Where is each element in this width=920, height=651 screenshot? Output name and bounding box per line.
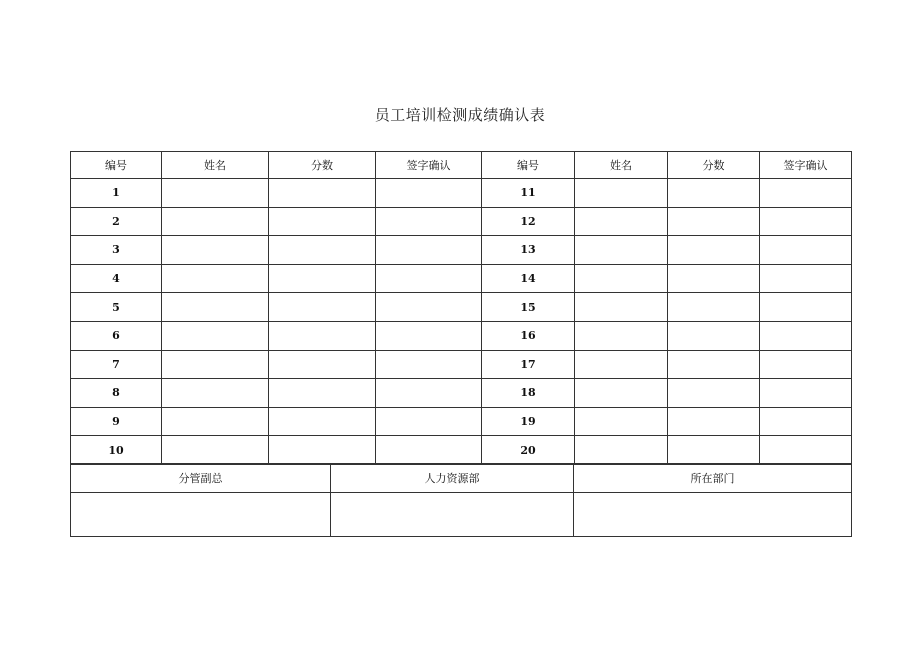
row-number-cell: 19 (482, 407, 575, 436)
signoff-hr-cell[interactable] (331, 493, 574, 537)
signoff-table (70, 463, 852, 537)
signoff-vice-president-label: 分管副总 (71, 464, 331, 493)
table-row (71, 293, 852, 322)
score-cell[interactable] (668, 379, 760, 408)
header-number: 编号 (482, 152, 575, 179)
header-name: 姓名 (575, 152, 668, 179)
header-row (71, 152, 852, 179)
signature-cell[interactable] (376, 379, 482, 408)
signoff-signature-row (71, 493, 852, 537)
name-cell[interactable] (162, 350, 269, 379)
signature-cell[interactable] (376, 436, 482, 465)
name-cell[interactable] (575, 236, 668, 265)
signature-cell[interactable] (760, 264, 852, 293)
signature-cell[interactable] (376, 350, 482, 379)
signature-cell[interactable] (376, 293, 482, 322)
name-cell[interactable] (162, 436, 269, 465)
score-cell[interactable] (668, 207, 760, 236)
score-cell[interactable] (269, 236, 376, 265)
row-number-cell: 7 (71, 350, 162, 379)
row-number-cell: 15 (482, 293, 575, 322)
row-number-cell: 12 (482, 207, 575, 236)
header-number: 编号 (71, 152, 162, 179)
score-cell[interactable] (668, 350, 760, 379)
score-cell[interactable] (269, 179, 376, 208)
name-cell[interactable] (162, 293, 269, 322)
table-row (71, 207, 852, 236)
header-score: 分数 (668, 152, 760, 179)
signoff-department-cell[interactable] (574, 493, 852, 537)
name-cell[interactable] (575, 293, 668, 322)
score-cell[interactable] (269, 379, 376, 408)
score-cell[interactable] (269, 264, 376, 293)
score-cell[interactable] (668, 264, 760, 293)
signature-cell[interactable] (760, 179, 852, 208)
name-cell[interactable] (575, 207, 668, 236)
name-cell[interactable] (162, 321, 269, 350)
table-row (71, 264, 852, 293)
name-cell[interactable] (162, 407, 269, 436)
name-cell[interactable] (162, 379, 269, 408)
name-cell[interactable] (575, 179, 668, 208)
row-number-cell: 13 (482, 236, 575, 265)
name-cell[interactable] (162, 264, 269, 293)
row-number-cell: 8 (71, 379, 162, 408)
score-cell[interactable] (668, 407, 760, 436)
row-number-cell: 9 (71, 407, 162, 436)
row-number-cell: 5 (71, 293, 162, 322)
signature-cell[interactable] (376, 179, 482, 208)
table-row (71, 179, 852, 208)
signoff-header-row (71, 464, 852, 493)
signature-cell[interactable] (760, 293, 852, 322)
row-number-cell: 14 (482, 264, 575, 293)
row-number-cell: 4 (71, 264, 162, 293)
score-cell[interactable] (668, 236, 760, 265)
score-cell[interactable] (269, 293, 376, 322)
signature-cell[interactable] (760, 236, 852, 265)
header-signature: 签字确认 (376, 152, 482, 179)
table-row (71, 350, 852, 379)
name-cell[interactable] (575, 379, 668, 408)
header-name: 姓名 (162, 152, 269, 179)
row-number-cell: 16 (482, 321, 575, 350)
score-cell[interactable] (668, 293, 760, 322)
name-cell[interactable] (162, 179, 269, 208)
table-row (71, 321, 852, 350)
table-row (71, 379, 852, 408)
table-row (71, 236, 852, 265)
row-number-cell: 10 (71, 436, 162, 465)
header-signature: 签字确认 (760, 152, 852, 179)
score-cell[interactable] (668, 321, 760, 350)
signature-cell[interactable] (760, 436, 852, 465)
row-number-cell: 20 (482, 436, 575, 465)
signature-cell[interactable] (760, 379, 852, 408)
row-number-cell: 18 (482, 379, 575, 408)
score-cell[interactable] (269, 436, 376, 465)
name-cell[interactable] (575, 350, 668, 379)
score-cell[interactable] (668, 179, 760, 208)
name-cell[interactable] (575, 321, 668, 350)
row-number-cell: 2 (71, 207, 162, 236)
name-cell[interactable] (575, 436, 668, 465)
name-cell[interactable] (575, 407, 668, 436)
signature-cell[interactable] (376, 236, 482, 265)
page-title: 员工培训检测成绩确认表 (374, 106, 546, 124)
row-number-cell: 1 (71, 179, 162, 208)
signoff-department-label: 所在部门 (574, 464, 852, 493)
row-number-cell: 11 (482, 179, 575, 208)
row-number-cell: 6 (71, 321, 162, 350)
signature-cell[interactable] (760, 321, 852, 350)
signature-cell[interactable] (760, 350, 852, 379)
score-cell[interactable] (269, 407, 376, 436)
signoff-hr-label: 人力资源部 (331, 464, 574, 493)
row-number-cell: 17 (482, 350, 575, 379)
signature-cell[interactable] (760, 407, 852, 436)
signoff-vice-president-cell[interactable] (71, 493, 331, 537)
signature-cell[interactable] (376, 321, 482, 350)
score-table (70, 151, 852, 465)
score-cell[interactable] (269, 350, 376, 379)
signature-cell[interactable] (760, 207, 852, 236)
signature-cell[interactable] (376, 264, 482, 293)
score-cell[interactable] (269, 321, 376, 350)
signature-cell[interactable] (376, 407, 482, 436)
name-cell[interactable] (162, 236, 269, 265)
signature-cell[interactable] (376, 207, 482, 236)
score-cell[interactable] (668, 436, 760, 465)
name-cell[interactable] (162, 207, 269, 236)
score-cell[interactable] (269, 207, 376, 236)
table-row (71, 436, 852, 465)
name-cell[interactable] (575, 264, 668, 293)
row-number-cell: 3 (71, 236, 162, 265)
table-row (71, 407, 852, 436)
header-score: 分数 (269, 152, 376, 179)
